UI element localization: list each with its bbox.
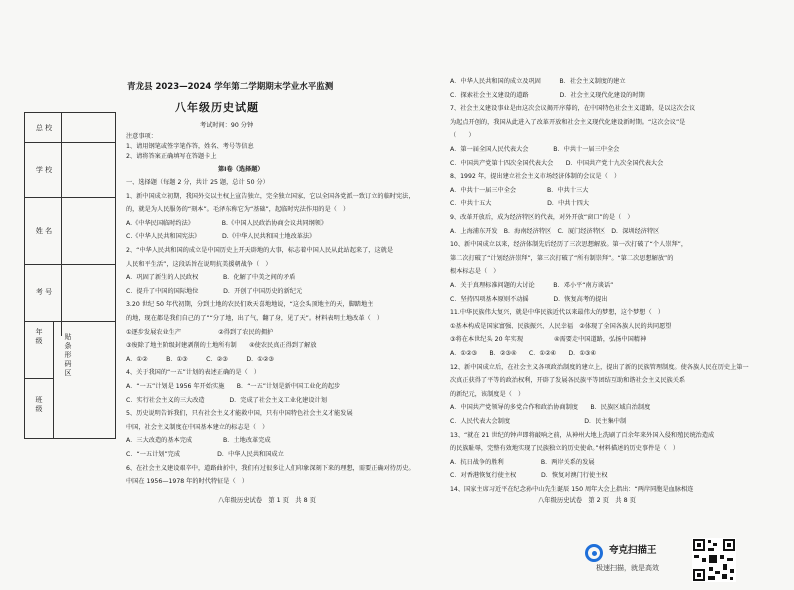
exam-time: 考试时间：90 分钟 (200, 122, 254, 129)
label-school-group: 总 校 (35, 124, 53, 132)
left-lines-line: ③废除了地主阶级封建剥削的土地所有制 ④使农民真正得到了解放 (126, 342, 317, 350)
right-lines-line: A．上海浦东开发 B．海南经济特区 C．厦门经济特区 D．深圳经济特区 (450, 227, 660, 235)
left-lines-line: C．实行社会主义的三大改造 D．完成了社会主义工业化建设计划 (126, 396, 327, 404)
right-lines-line: 10、新中国成立以来，经济体制先后经历了三次思想解放。第一次打破了“个人崇拜”， (450, 241, 688, 249)
right-lines-line: ①基本构成是国家富强、民族振兴、人民幸福 ②体现了全国各族人民的共同愿望 (450, 322, 672, 330)
info-row-school (25, 143, 115, 198)
right-lines-line: C．对香港恢复行使主权 D．恢复对澳门行使主权 (450, 472, 608, 480)
note-1: 1、请用钢笔或签字笔作答，姓名、考号等信息 (126, 143, 254, 150)
barcode-area-label: 贴条形码区 (64, 333, 72, 377)
right-lines-line: 14、国家主席习近平在纪念孙中山先生诞辰 150 周年大会上指出：“两岸同胞是血脉相连 (450, 486, 694, 493)
left-lines-line: C.《中华人民共和国宪法》 D.《中华人民共和国土地改革法》 (126, 233, 316, 241)
right-lines-line: A．关于真理标准问题的大讨论 B．邓小平“南方谈话” (450, 282, 614, 289)
left-lines-line: A．巩固了新生的人民政权 B．化解了中美之间的矛盾 (126, 274, 296, 282)
scanner-logo-dot (592, 551, 597, 556)
right-lines-line: A．中华人民共和国的成立及巩固 B．社会主义制度的建立 (450, 78, 626, 85)
right-lines-line: 12、新中国成立后，在社会主义各项政治制度的建立上，提出了新的民族管理制度。使各族人民在历史上第一 (450, 363, 749, 371)
right-lines-line: C．中共十五大 D．中共十四大 (450, 200, 590, 208)
info-row-school-group (25, 113, 115, 143)
exam-title: 青龙县 2023—2024 学年第二学期期末学业水平监测 (127, 82, 334, 92)
left-lines-line: 4、关于我国的“一五”计划的表述正确的是（ ） (126, 369, 261, 377)
right-lines-line: 13、“就在 21 世纪的钟声即将敲响之前，从神州大地上洗刷了百余年来外国入侵和殖民统治造成 (450, 431, 715, 439)
label-exam-number: 考 号 (35, 288, 53, 296)
left-lines-line: 人民和平生活”，这段话旨在说明抗美援朝战争（ ） (126, 260, 272, 268)
watermark-brand: 夸克扫描王 (609, 545, 657, 556)
left-lines-line: 一、选择题（每题 2 分，共计 25 题，总计 50 分） (126, 179, 269, 186)
right-lines-line: C．中国共产党第十四次全国代表大会 D．中国共产党十九次全国代表大会 (450, 159, 664, 167)
left-lines-line: A.《中华民国临时约法》 B.《中国人民政治协商会议共同纲领》 (126, 219, 328, 227)
right-lines-line: 8、1992 年，提出建立社会主义市场经济体制的会议是（ ） (450, 173, 621, 181)
left-lines-line: 的地，现在都是我们自己的了”“分了地，出了气，翻了身，见了天”。材料表明土地改革（ ） (126, 315, 384, 322)
right-lines-line: 次真正获得了平等的政治权利，开辟了发展各民族平等团结互助和谐社会主义民族关系 (450, 377, 686, 385)
left-lines-line: 2、“中华人民共和国的成立是中国历史上开天辟地的大事，标志着中国人民从此站起来了，这就是 (126, 247, 394, 254)
qr-code-icon (692, 538, 736, 582)
footer-page-1: 八年级历史试卷 第 1 页 共 8 页 (218, 497, 316, 504)
left-lines-line: 中国，社会主义制度在中国基本建立的标志是（ ） (126, 423, 269, 431)
left-lines-line: 6、在社会主义建设艰辛中，道路曲折中，我们有过很多让人们印象深刻下来的理想，需要正确对待历史。 (126, 464, 415, 472)
label-name: 姓 名 (35, 227, 53, 235)
left-lines-line: 5、历史说明告诉我们，只有社会主义才能救中国，只有中国特色社会主义才能发展 (126, 410, 353, 418)
right-lines-line: A．中共十一届三中全会 B．中共十三大 (450, 186, 589, 194)
right-lines-line: C．人民代表大会制度 D．民主集中制 (450, 418, 627, 425)
right-lines-line: A．①②③ B．②③④ C．①②④ D．①③④ (450, 350, 597, 357)
exam-subject: 八年级历史试题 (175, 101, 259, 114)
watermark-slogan: 极速扫描，就是高效 (596, 564, 659, 572)
left-lines-line: 的，就是为人民服务的“刻本”。毛泽东称它为“基础”，起临时宪法作用的是（ ） (126, 206, 350, 214)
right-lines-line: 7、社会主义建设事业是由这次会议揭开序幕的，在中国特色社会主义道路，是以这次会议 (450, 105, 696, 113)
right-lines-line: A．第一届全国人民代表大会 B．中共十一届三中全会 (450, 146, 620, 153)
right-lines-line: ③将在本世纪头 20 年实现 ④需要走中国道路，弘扬中国精神 (450, 336, 647, 344)
info-row-exam-number (25, 265, 115, 322)
left-lines-line: 中国在 1956—1978 年的时代特征是（ ） (126, 478, 249, 486)
left-lines-line: C．“一五计划”完成 D．中华人民共和国成立 (126, 451, 284, 458)
left-lines-line: C．提升了中国的国际地位 D．开创了中国历史的新纪元 (126, 287, 303, 295)
left-lines-line: 1、新中国成立初期，我国外交以主权上宣告独立，完全独立国家，它以全国各党派一致订立的临时宪法， (126, 192, 415, 200)
right-lines-line: 的民族耻辱，完整有效地实现了民族独立的历史使命。”材料描述的历史事件是（ ） (450, 445, 680, 453)
right-lines-line: 9、改革开放后，成为经济特区的代表，对外开放“窗口”的是（ ） (450, 214, 634, 221)
right-lines-line: 的新纪元，该制度是（ ） (450, 390, 525, 398)
left-lines-line: A．三大改造的基本完成 B．土地改革完成 (126, 437, 271, 445)
right-lines-line: A．抗日战争的胜利 B．两岸关系的发展 (450, 458, 595, 466)
left-lines-line: A．①② B．①③ C．②③ D．①②③ (126, 355, 274, 363)
section-1-title: 第Ⅰ卷（选择题） (218, 166, 264, 173)
right-lines-line: 为起点开创的，我国从此进入了改革开放和社会主义现代化建设新时期。“这次会议”是 (450, 118, 686, 126)
right-lines-line: C．坚持四项基本原则不动摇 D．恢复高考的提出 (450, 295, 608, 303)
right-lines-line: A．中国共产党领导的多党合作和政治协商制度 B．民族区域自治制度 (450, 404, 651, 412)
left-lines-line: ①逐步发展农业生产 ②得到了农民的拥护 (126, 328, 274, 336)
label-grade: 年级 (35, 328, 43, 345)
label-school: 学 校 (35, 166, 53, 174)
footer-page-2: 八年级历史试卷 第 2 页 共 8 页 (538, 497, 636, 504)
right-lines-line: C．探索社会主义建设的道路 D．社会主义现代化建设的时期 (450, 91, 645, 99)
left-lines-line: A．“一五”计划是 1956 年开始实施 B．“一五”计划是新中国工业化的起步 (126, 383, 341, 390)
label-class: 班级 (35, 396, 43, 413)
info-row-name (25, 198, 115, 265)
right-lines-line: 根本标志是（ ） (450, 268, 500, 276)
right-lines-line: 11.中华民族伟大复兴，就是中华民族近代以来最伟大的梦想，这个梦想（ ） (450, 309, 665, 317)
note-2: 2、请将答案正确填写在答题卡上 (126, 153, 217, 160)
right-lines-line: 第二次打破了“计划经济崇拜”，第三次打破了“所有制崇拜”。“第二次思想解放”的 (450, 254, 674, 262)
notes-heading: 注意事项： (126, 133, 157, 140)
left-lines-line: 3.20 世纪 50 年代初期，分到土地的农民们欢天喜地地说，“这会头顶地主的天，脚踏地主 (126, 301, 374, 309)
student-info-box (24, 112, 116, 439)
right-lines-line: （ ） (450, 132, 475, 140)
